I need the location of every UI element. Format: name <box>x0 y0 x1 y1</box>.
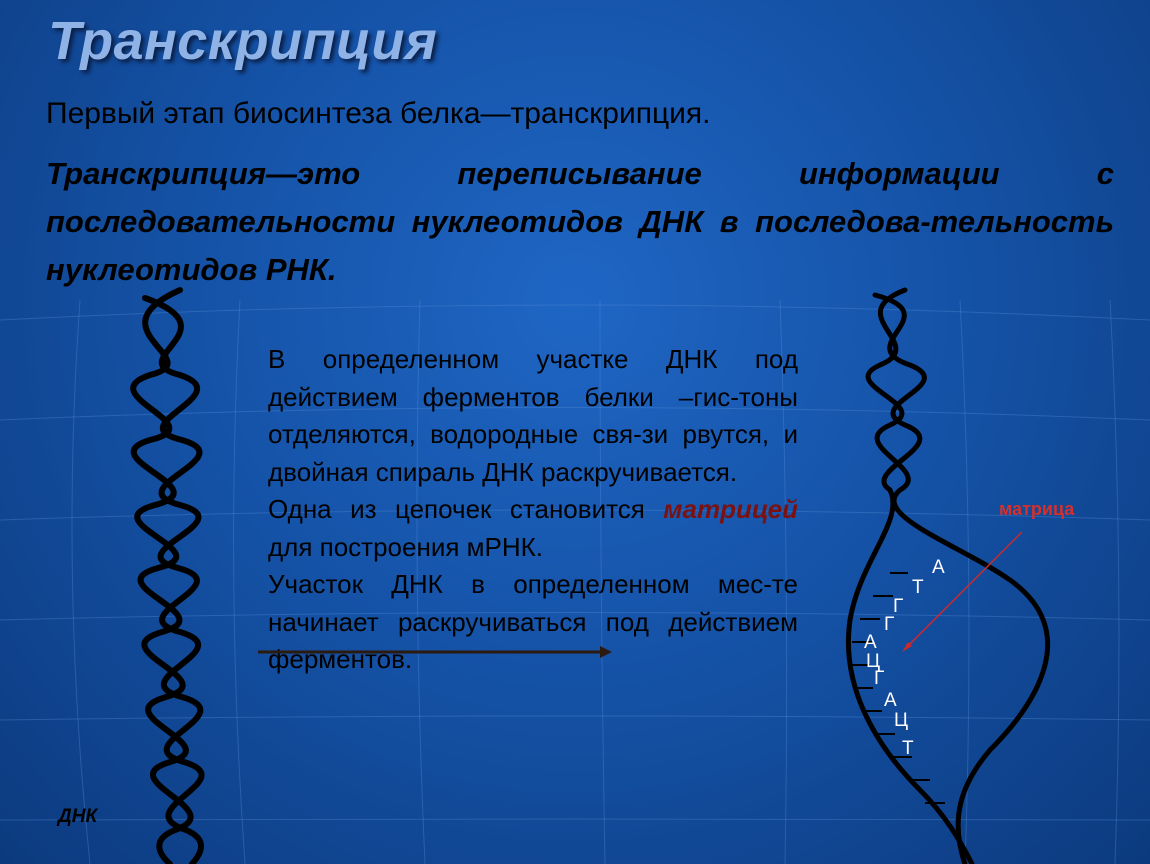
nucleotide-label: Т <box>902 738 914 759</box>
matrix-emphasis: матрицей <box>663 494 798 524</box>
nucleotide-label: Г <box>874 668 885 689</box>
nucleotide-label: Г <box>893 596 904 617</box>
definition-text: Транскрипция—это переписывание информации с последовательности нуклеотидов ДНК в последова-тельность нуклеотидов РНК. <box>46 156 1114 287</box>
intro-text: Первый этап биосинтеза белка—транскрипция. <box>46 97 711 130</box>
nucleotide-label: Г <box>884 614 895 635</box>
body-paragraph-1: В определенном участке ДНК под действием ферментов белки –гис-тоны отделяются, водородные свя-зи рвутся, и двойная спираль ДНК раскручивается. <box>268 344 798 487</box>
matrix-label: матрица <box>999 499 1075 519</box>
slide-title: Транскрипция <box>48 11 438 71</box>
body-paragraph-2-end: для построения мРНК. <box>268 531 544 562</box>
dna-label: ДНК <box>58 806 98 827</box>
nucleotide-label: А <box>884 690 897 711</box>
nucleotide-label: А <box>864 632 877 653</box>
body-paragraph-2-start: Одна из цепочек становится <box>268 494 664 524</box>
nucleotide-label: Ц <box>866 651 881 672</box>
body-paragraph-3: Участок ДНК в определенном мес-те начинает раскручиваться под действием ферментов. <box>268 569 798 674</box>
nucleotide-label: А <box>932 557 945 578</box>
nucleotide-label: Ц <box>894 710 909 731</box>
nucleotide-label: Т <box>912 577 924 598</box>
